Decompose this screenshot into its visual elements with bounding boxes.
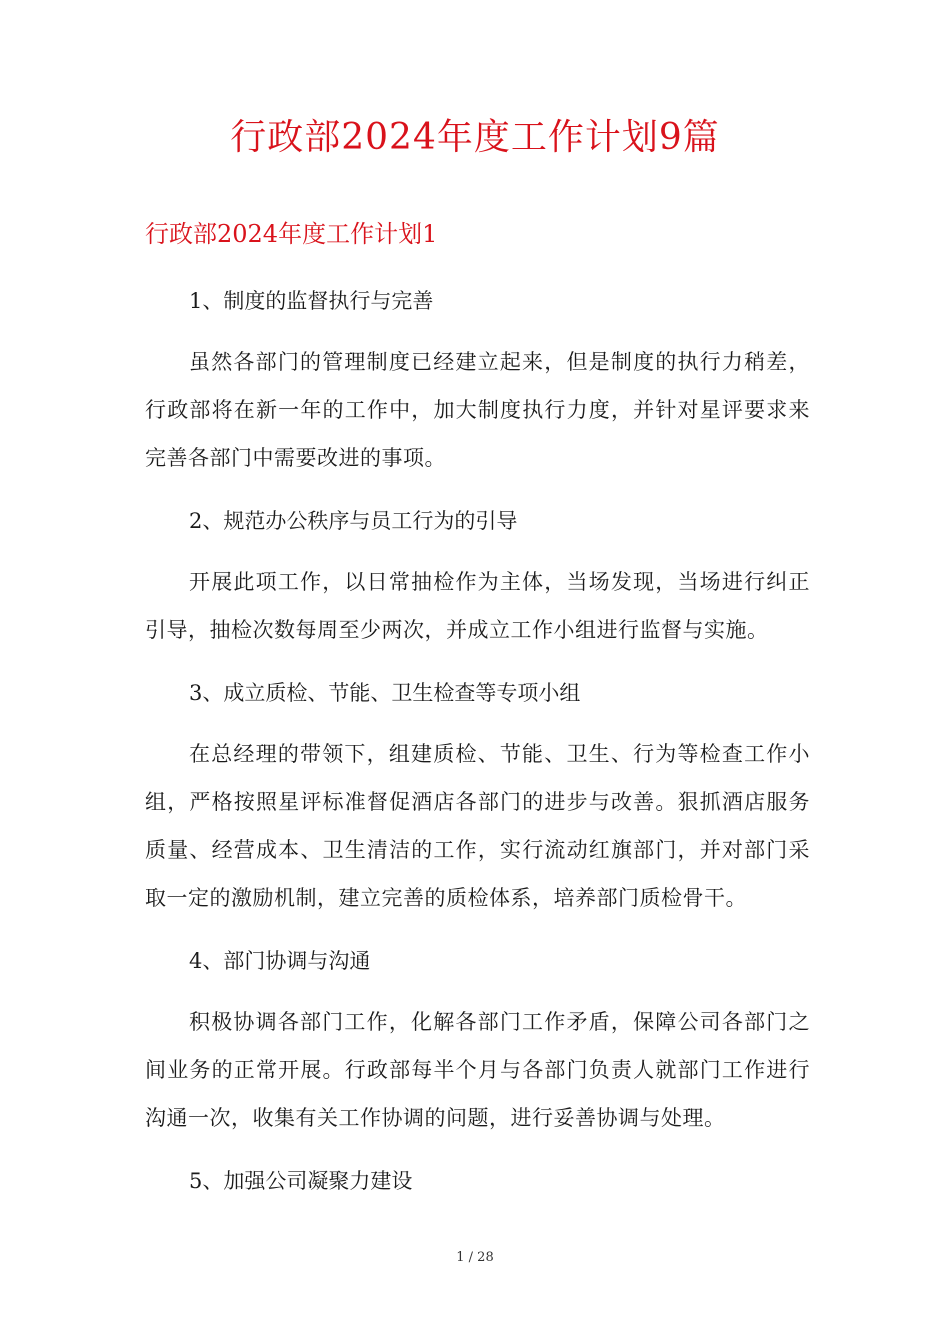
item-heading-2: 2、规范办公秩序与员工行为的引导 (189, 509, 518, 533)
item-paragraph-1: 虽然各部门的管理制度已经建立起来，但是制度的执行力稍差，行政部将在新一年的工作中，加大制度执行力度，并针对星评要求来完善各部门中需要改进的事项。 (145, 350, 810, 470)
section-heading: 行政部2024年度工作计划1 (145, 220, 438, 248)
item-heading-3: 3、成立质检、节能、卫生检查等专项小组 (189, 681, 581, 705)
item-paragraph-2: 开展此项工作，以日常抽检作为主体，当场发现，当场进行纠正引导，抽检次数每周至少两次，并成立工作小组进行监督与实施。 (145, 570, 810, 642)
item-paragraph-4: 积极协调各部门工作，化解各部门工作矛盾，保障公司各部门之间业务的正常开展。行政部每半个月与各部门负责人就部门工作进行沟通一次，收集有关工作协调的问题，进行妥善协调与处理。 (145, 1010, 810, 1130)
item-heading-4: 4、部门协调与沟通 (189, 949, 371, 973)
document-body (145, 278, 810, 1204)
document-title: 行政部2024年度工作计划9篇 (230, 117, 720, 158)
item-heading-5: 5、加强公司凝聚力建设 (189, 1169, 413, 1193)
page-number: 1 / 28 (456, 1250, 494, 1265)
item-heading-1: 1、制度的监督执行与完善 (189, 289, 434, 313)
item-paragraph-3: 在总经理的带领下，组建质检、节能、卫生、行为等检查工作小组，严格按照星评标准督促酒店各部门的进步与改善。狠抓酒店服务质量、经营成本、卫生清洁的工作，实行流动红旗部门，并对部门采取一定的激励机制，建立完善的质检体系，培养部门质检骨干。 (145, 742, 810, 910)
